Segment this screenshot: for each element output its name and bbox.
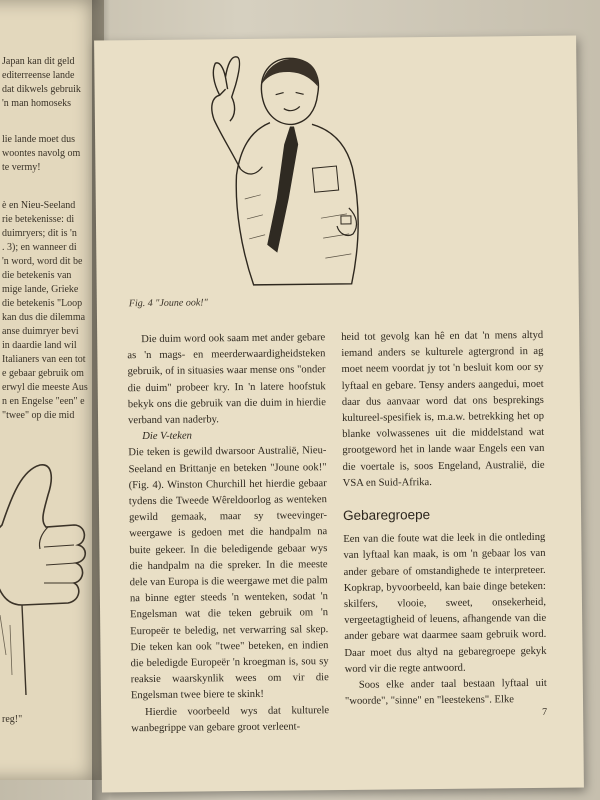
- left-page: [0, 0, 104, 780]
- left-page-text-line: woontes navolg om: [2, 148, 81, 159]
- subheading-v-sign: Die V-teken: [142, 430, 193, 443]
- left-page-text-line: è en Nieu-Seeland: [2, 200, 76, 211]
- man-v-sign-illustration: [199, 48, 372, 290]
- right-page: [94, 35, 584, 792]
- left-page-text-line: kan dus die dilemma: [2, 312, 86, 323]
- left-page-text-line: mige lande, Grieke: [2, 284, 79, 295]
- left-page-text-line: die betekenis van: [2, 270, 72, 281]
- text-column-right: [341, 328, 547, 711]
- paragraph: Soos elke ander taal bestaan lyftaal uit "woorde", "sinne" en "leestekens". Elke: [344, 677, 547, 708]
- left-page-text-line: die betekenis "Loop: [2, 298, 83, 309]
- left-page-text-line: Italianers van een tot: [2, 354, 86, 365]
- left-page-text-line: duimryers; dit is 'n: [2, 228, 77, 239]
- paragraph: Die teken is gewild dwarsoor Australië, Nieu-Seeland en Brittanje en beteken "Joune ook!" (Fig. 4). Winston Churchill het hierdie gebaar tydens die Tweede Wêreldoorlog as wenteken gewild gemaak, maar sy tweevinger-weergawe is gedoen met die handpalm na buite gekeer. In die beledigende gebaar wys die handpalm na die spreker. In die meeste dele van Europa is die weergawe met die palm na binne egter steeds 'n wenteken, sodat 'n Engelsman wat die teken gebruik om 'n Europeër te beledig, net verwarring sal skep. Die teken kan ook "twee" beteken, en indien die beledigde Europeër 'n kroegman is, sou sy reaksie waarskynlik wees om vir die Engelsman twee biere te skink!: [128, 445, 329, 702]
- left-page-text-line: . 3); en wanneer di: [2, 242, 77, 253]
- left-page-text-line: 'n man homoseks: [2, 98, 72, 109]
- text-column-left: [127, 330, 329, 737]
- left-page-text-line: Japan kan dit geld: [2, 56, 75, 67]
- section-heading: Gebaregroepe: [342, 507, 431, 523]
- left-page-text-line: in daardie land wil: [2, 340, 77, 351]
- paragraph: Hierdie voorbeeld wys dat kulturele wanbegrippe van gebare groot verleent-: [131, 704, 330, 735]
- figure-caption: Fig. 4 "Joune ook!": [128, 297, 208, 310]
- left-page-text-line: lie lande moet dus: [2, 134, 76, 145]
- page-number: 7: [542, 706, 548, 718]
- left-page-text-line: 'n word, word dit be: [2, 256, 83, 267]
- left-page-text-line: dat dikwels gebruik: [2, 84, 81, 95]
- paragraph: Die duim word ook saam met ander gebare as 'n mags- en meerderwaardigheidsteken gebruik, of in situasies waar mense ons "onder die duim" probeer kry. In 'n latere hoofstuk bekyk ons die gebruik van die duim in hierdie verband van naderby.: [127, 332, 326, 427]
- left-page-text-line: reg!": [2, 714, 23, 725]
- paragraph: Een van die foute wat die leek in die ontleding van lyftaal kan maak, is om 'n gebaar los van ander gebare of omstandighede te interpreteer. Kopkrap, byvoorbeeld, kan baie dinge beteken: skilfers, vlooie, sweet, onsekerheid, vergeetagtigheid of leuens, afhangende van die ander gebare wat daarmee saam gebruik word. Daar moet dus altyd na gebaregroepe gekyk word vir die regte antwoord.: [343, 532, 547, 675]
- left-page-text-line: erwyl die meeste Aus: [2, 382, 88, 393]
- left-page-text-line: "twee" op die mid: [2, 410, 75, 421]
- left-page-text-line: anse duimryer bevi: [2, 326, 79, 337]
- left-page-text-line: rie betekenisse: di: [2, 214, 75, 225]
- thumbs-up-illustration: [0, 455, 92, 705]
- left-page-text-line: e gebaar gebruik om: [2, 368, 84, 379]
- paragraph: heid tot gevolg kan hê en dat 'n mens altyd iemand anders se kulturele agtergrond in ag moet neem voordat jy tot 'n besluit kom oor sy lyftaal en gebare. Tensy anders aangedui, moet daar dus aanvaar word dat ons besprekings kultureel-spesifiek is, m.a.w. betrekking het op blanke volwassenes uit die middelstand wat grootgeword het in lande waar Engels een van die voertale is, soos Engeland, Australië, die VSA en Suid-Afrika.: [341, 329, 545, 489]
- left-page-text-line: n en Engelse "een" e: [2, 396, 85, 407]
- left-page-text-line: te vermy!: [2, 162, 41, 173]
- left-page-text-line: editerreense lande: [2, 70, 75, 81]
